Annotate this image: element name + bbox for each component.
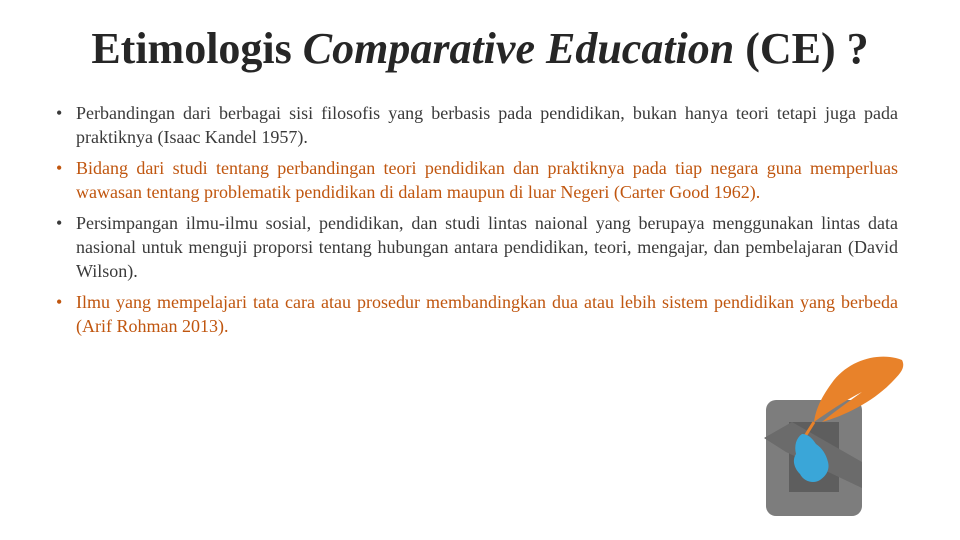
bullet-item: [56, 156, 898, 204]
bullet-item: [56, 290, 898, 338]
bullet-dot-icon: •: [56, 213, 63, 233]
bullet-text: Persimpangan ilmu-ilmu sosial, pendidikan, dan studi lintas naional yang berupaya menggunakan lintas data nasional untuk menguji proporsi tentang hubungan antara pendidikan, teori, mengajar, dan pembelajaran (David Wilson).: [76, 213, 898, 281]
title-part-2: Comparative Education: [302, 24, 735, 73]
page-title: [0, 24, 960, 75]
bullet-text: Perbandingan dari berbagai sisi filosofis yang berbasis pada pendidikan, bukan hanya teori tetapi juga pada praktiknya (Isaac Kandel 1957).: [76, 103, 898, 147]
bullet-dot-icon: •: [56, 292, 63, 312]
title-part-3: (CE) ?: [734, 24, 869, 73]
bullet-item: [56, 211, 898, 283]
quill-and-map-icon: [756, 350, 916, 520]
bullet-dot-icon: •: [56, 103, 63, 123]
bullet-list: [56, 101, 898, 338]
bullet-text: Ilmu yang mempelajari tata cara atau prosedur membandingkan dua atau lebih sistem pendidikan yang berbeda (Arif Rohman 2013).: [76, 292, 898, 336]
bullet-dot-icon: •: [56, 158, 63, 178]
bullet-text: Bidang dari studi tentang perbandingan teori pendidikan dan praktiknya pada tiap negara guna memperluas wawasan tentang problematik pendidikan di dalam maupun di luar Negeri (Carter Good 1962).: [76, 158, 898, 202]
bullet-item: [56, 101, 898, 149]
title-part-1: Etimologis: [91, 24, 303, 73]
